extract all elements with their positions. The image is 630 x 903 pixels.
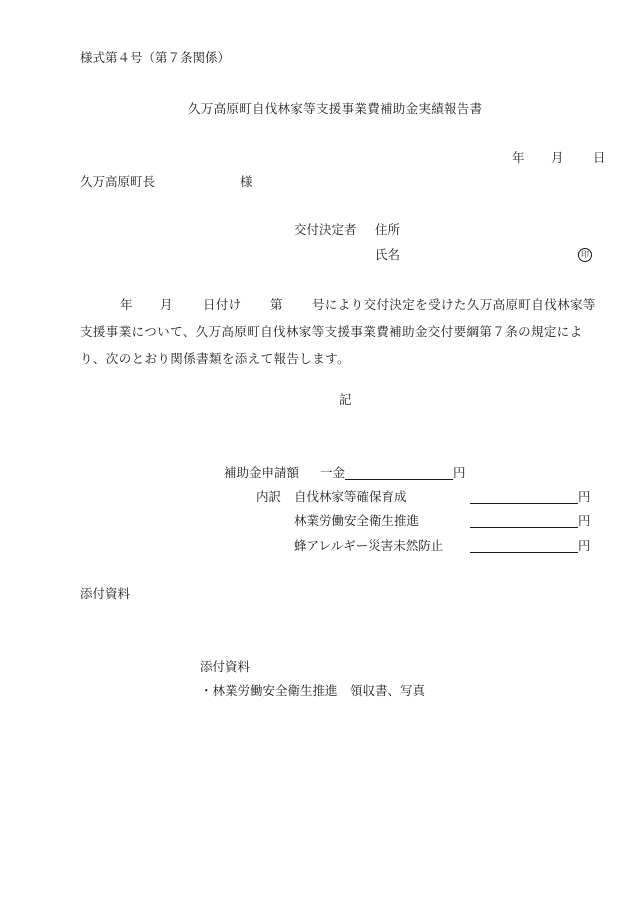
address-label: 住所 [375,222,401,237]
body-line3: り、次のとおり関係書類を添えて報告します。 [80,351,350,366]
breakdown-item-unit: 円 [578,513,591,528]
seal-mark: 印 [578,248,592,262]
breakdown-item-field[interactable] [470,503,578,504]
attachments-heading: 添付資料 [80,586,131,601]
body-line1-rest: 号により交付決定を受けた久万高原町自伐林家等 [312,297,596,312]
date-month: 月 [551,150,564,165]
attachments-box-item: ・林業労働安全衛生推進 領収書、写真 [200,683,426,698]
breakdown-item-name: 林業労働安全衛生推進 [294,513,420,528]
name-label: 氏名 [375,247,401,262]
amount-label: 補助金申請額 [224,465,300,480]
addressee-name: 久万高原町長 [80,174,156,189]
body-dated: 日付け [203,297,242,312]
amount-field[interactable] [345,479,453,480]
breakdown-label: 内訳 [256,489,282,504]
breakdown-item-name: 蜂アレルギー災害未然防止 [294,538,444,553]
addressee-honorific: 様 [240,174,253,189]
breakdown-item-unit: 円 [578,489,591,504]
form-number: 様式第４号（第７条関係） [80,50,231,65]
body-month: 月 [160,297,173,312]
date-year: 年 [512,150,525,165]
date-day: 日 [593,150,606,165]
document-title: 久万高原町自伐林家等支援事業費補助金実績報告書 [188,101,483,116]
breakdown-item-field[interactable] [470,552,578,553]
attachments-box-heading: 添付資料 [200,659,251,674]
body-year: 年 [120,297,133,312]
body-number-prefix: 第 [270,297,283,312]
amount-prefix: 一金 [320,465,346,480]
body-paragraph [80,291,610,372]
breakdown-item-name: 自伐林家等確保育成 [294,489,407,504]
body-line2: 支援事業について、久万高原町自伐林家等支援事業費補助金交付要綱第７条の規定によ [80,324,583,339]
applicant-label: 交付決定者 [294,222,357,237]
ki-label: 記 [339,392,352,407]
breakdown-item-field[interactable] [470,527,578,528]
amount-unit: 円 [453,465,466,480]
breakdown-item-unit: 円 [578,538,591,553]
